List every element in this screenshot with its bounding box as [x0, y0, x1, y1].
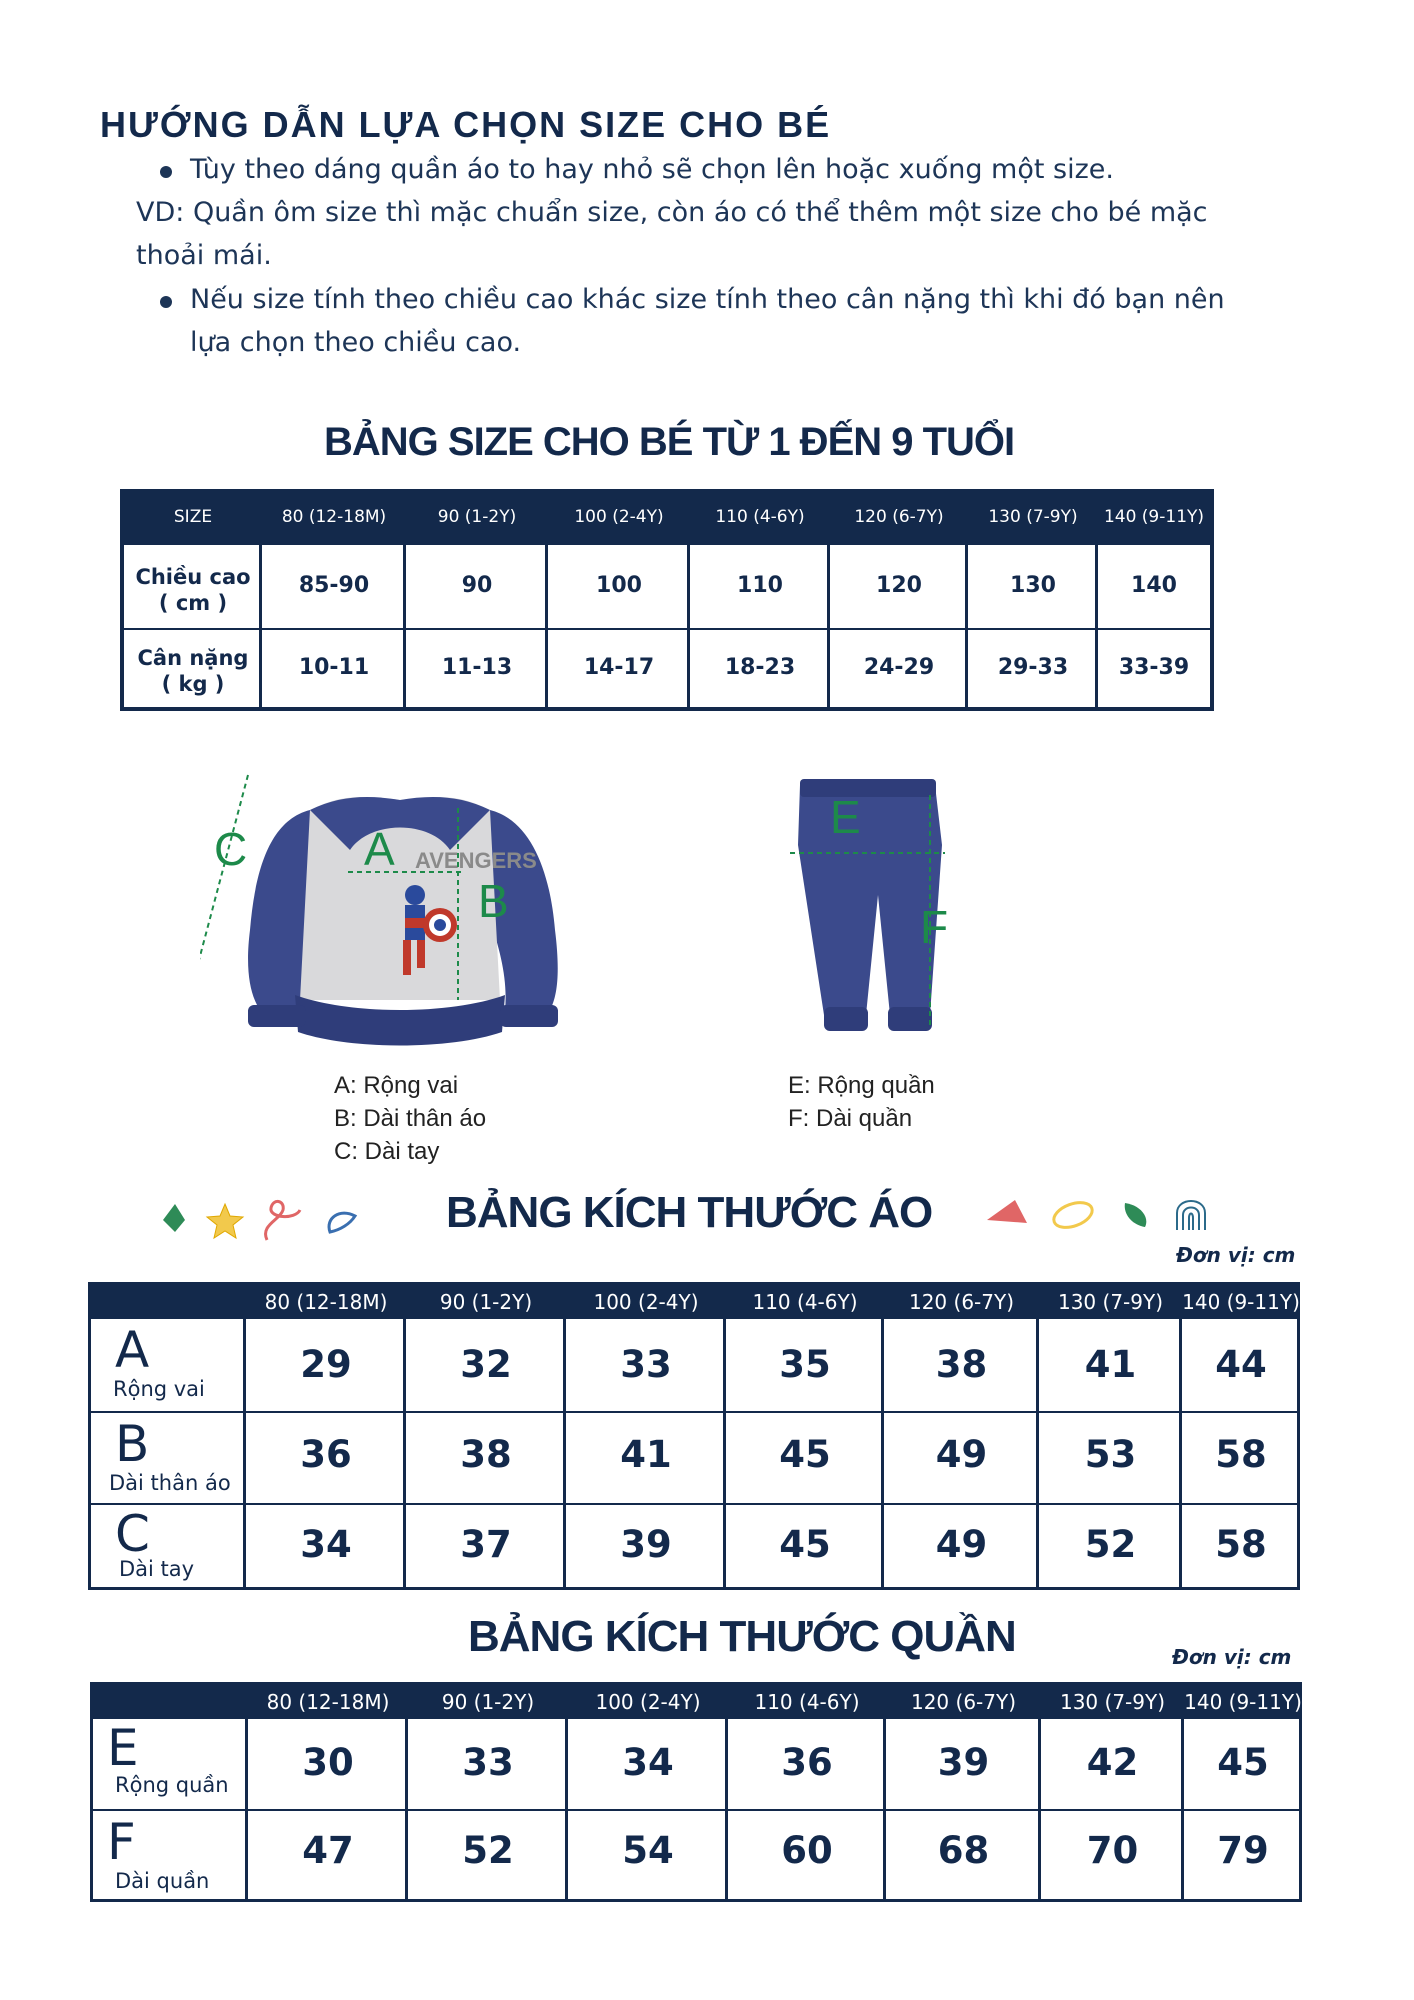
right-cuff: [500, 1005, 558, 1027]
grid-line: [91, 1411, 1297, 1413]
pants-header-cell: 130 (7-9Y): [1059, 1690, 1166, 1714]
height-cell: 120: [876, 573, 922, 598]
right-ankle-cuff: [888, 1007, 932, 1031]
guide-bullet-2-line2: lựa chọn theo chiều cao.: [190, 327, 522, 358]
measure-letter-c: C: [214, 823, 248, 875]
grid-line: [545, 545, 548, 707]
pants-cell: 45: [1217, 1741, 1269, 1784]
pants-cell: 54: [622, 1829, 674, 1872]
row-letter-f: F: [107, 1813, 136, 1871]
shirt-size-table: [88, 1282, 1300, 1590]
shirt-cell: 49: [935, 1433, 988, 1476]
bullet-dot: [160, 296, 172, 308]
shirt-header-cell: 130 (7-9Y): [1057, 1290, 1164, 1314]
row-letter-a: A: [115, 1321, 150, 1379]
legend-item: A: Rộng vai: [334, 1072, 459, 1099]
measure-letter-a: A: [364, 823, 395, 875]
shirt-cell: 49: [935, 1523, 988, 1566]
shirt-cell: 44: [1215, 1343, 1267, 1386]
shirt-hem: [295, 995, 505, 1046]
leaf-doodle-icon: [1125, 1203, 1147, 1227]
height-cell: 140: [1131, 573, 1177, 598]
pants-cell: 68: [937, 1829, 990, 1872]
weight-unit-text: ( kg ): [161, 672, 225, 696]
shirt-cell: 35: [779, 1343, 831, 1386]
size-header-label: SIZE: [173, 507, 213, 527]
pants-header-cell: 120 (6-7Y): [910, 1690, 1017, 1714]
size-header-cell: 90 (1-2Y): [437, 507, 517, 527]
triangle-doodle-icon: [987, 1200, 1027, 1223]
shirt-header-cell: 140 (9-11Y): [1182, 1290, 1300, 1314]
shirt-header-cell: 90 (1-2Y): [439, 1290, 533, 1314]
row-label-a: Rộng vai: [113, 1377, 205, 1401]
guide-title: HƯỚNG DẪN LỰA CHỌN SIZE CHO BÉ: [100, 104, 832, 145]
shirt-table-title: BẢNG KÍCH THƯỚC ÁO: [446, 1188, 933, 1237]
pants-cell: 30: [302, 1741, 354, 1784]
weight-cell: 14-17: [583, 655, 655, 680]
measure-letter-b: B: [478, 875, 509, 927]
pants-legend: [788, 1069, 935, 1135]
measure-letter-f: F: [920, 901, 949, 953]
grid-line: [827, 545, 830, 707]
pants-header-cell: 80 (12-18M): [266, 1690, 390, 1714]
oval-doodle-icon: [1050, 1198, 1095, 1232]
pants-cell: 33: [462, 1741, 514, 1784]
shirt-cell: 29: [300, 1343, 352, 1386]
grid-line: [965, 545, 968, 707]
shirt-header-cell: 120 (6-7Y): [908, 1290, 1015, 1314]
shirt-cell: 32: [460, 1343, 512, 1386]
size-header-cell: 120 (6-7Y): [854, 507, 944, 527]
pants-cell: 34: [622, 1741, 674, 1784]
pants-cell: 70: [1086, 1829, 1139, 1872]
pants-cell: 36: [781, 1741, 833, 1784]
star-doodle-icon: [207, 1204, 243, 1238]
pants-header-cell: 140 (9-11Y): [1184, 1690, 1302, 1714]
shirt-cell: 45: [779, 1523, 831, 1566]
row-letter-e: E: [107, 1719, 139, 1777]
height-cell: 130: [1010, 573, 1056, 598]
left-cuff: [248, 1005, 306, 1027]
height-label: [124, 564, 262, 616]
pants-waistband: [800, 779, 936, 797]
size-header-cell: 100 (2-4Y): [574, 507, 664, 527]
height-cell: 100: [596, 573, 642, 598]
guide-bullet-2-line1: Nếu size tính theo chiều cao khác size tính theo cân nặng thì khi đó bạn nên: [190, 284, 1225, 315]
shirt-cell: 52: [1084, 1523, 1137, 1566]
shirt-cell: 53: [1084, 1433, 1137, 1476]
weight-cell: 10-11: [298, 655, 370, 680]
row-letter-c: C: [115, 1505, 150, 1563]
size-header-cell: 80 (12-18M): [281, 507, 387, 527]
rainbow-doodle-icon: [1177, 1201, 1205, 1230]
pants-header-cell: 90 (1-2Y): [441, 1690, 535, 1714]
doodles-right: [985, 1185, 1225, 1245]
sweatshirt-illustration: [200, 760, 600, 1050]
row-label-c: Dài tay: [119, 1557, 195, 1581]
height-cell: 85-90: [298, 573, 370, 598]
diamond-doodle-icon: [163, 1204, 185, 1232]
weight-cell: 24-29: [863, 655, 935, 680]
shirt-cell: 36: [300, 1433, 352, 1476]
shirt-cell: 33: [620, 1343, 672, 1386]
shirt-cell: 41: [620, 1433, 672, 1476]
legend-item: B: Dài thân áo: [334, 1105, 487, 1132]
shirt-cell: 41: [1084, 1343, 1137, 1386]
shirt-print-text: AVENGERS: [415, 848, 537, 873]
legend-item: F: Dài quần: [788, 1105, 913, 1132]
row-label-f: Dài quần: [115, 1869, 210, 1893]
size-table-title: BẢNG SIZE CHO BÉ TỪ 1 ĐẾN 9 TUỔI: [324, 420, 1015, 464]
shirt-cell: 38: [935, 1343, 988, 1386]
shirt-legend: [334, 1069, 486, 1168]
weight-label-text: Cân nặng: [137, 646, 249, 670]
pants-unit-note: Đơn vị: cm: [1172, 1645, 1292, 1669]
weight-cell: 11-13: [441, 655, 513, 680]
legend-item: E: Rộng quần: [788, 1072, 935, 1099]
grid-line: [93, 1809, 1299, 1811]
size-header-cell: 130 (7-9Y): [988, 507, 1078, 527]
weight-cell: 18-23: [724, 655, 796, 680]
shirt-header-cell: 80 (12-18M): [264, 1290, 388, 1314]
shell-doodle-icon: [329, 1213, 355, 1232]
row-label-b: Dài thân áo: [109, 1471, 231, 1495]
size-header-cell: 140 (9-11Y): [1103, 507, 1205, 527]
doodles-left: [155, 1190, 365, 1250]
height-unit-text: ( cm ): [158, 591, 228, 615]
guide-bullet-1: Tùy theo dáng quần áo to hay nhỏ sẽ chọn lên hoặc xuống một size.: [190, 154, 1114, 185]
guide-example-line1: VD: Quần ôm size thì mặc chuẩn size, còn áo có thể thêm một size cho bé mặc: [136, 197, 1208, 228]
swirl-doodle-icon: [266, 1201, 300, 1240]
pants-cell: 47: [302, 1829, 354, 1872]
shirt-header-cell: 110 (4-6Y): [752, 1290, 858, 1314]
pants-cell: 52: [462, 1829, 514, 1872]
shirt-cell: 39: [620, 1523, 672, 1566]
weight-cell: 29-33: [997, 655, 1069, 680]
pants-table-title: BẢNG KÍCH THƯỚC QUẦN: [468, 1612, 1016, 1661]
height-label-text: Chiều cao: [135, 565, 251, 589]
shirt-header-cell: 100 (2-4Y): [593, 1290, 699, 1314]
row-label-e: Rộng quần: [115, 1773, 229, 1797]
size-header-cell: 110 (4-6Y): [715, 507, 805, 527]
shirt-cell: 45: [779, 1433, 831, 1476]
pants-cell: 42: [1086, 1741, 1139, 1784]
height-cell: 90: [461, 573, 493, 598]
shirt-cell: 58: [1215, 1433, 1267, 1476]
shirt-cell: 34: [300, 1523, 352, 1566]
measure-letter-e: E: [830, 791, 861, 843]
shirt-cell: 38: [460, 1433, 512, 1476]
shirt-cell: 58: [1215, 1523, 1267, 1566]
pants-cell: 79: [1217, 1829, 1269, 1872]
pants-cell: 60: [781, 1829, 833, 1872]
pants-header-cell: 110 (4-6Y): [754, 1690, 860, 1714]
shirt-unit-note: Đơn vị: cm: [1176, 1243, 1296, 1267]
shirt-cell: 37: [460, 1523, 512, 1566]
pants-cell: 39: [937, 1741, 990, 1784]
pants-size-table: [90, 1682, 1302, 1902]
pants-header-cell: 100 (2-4Y): [595, 1690, 701, 1714]
weight-cell: 33-39: [1118, 655, 1190, 680]
guide-example-line2: thoải mái.: [136, 240, 272, 271]
row-letter-b: B: [115, 1415, 150, 1473]
grid-line: [1095, 545, 1098, 707]
left-ankle-cuff: [824, 1007, 868, 1031]
size-table: [120, 489, 1214, 711]
height-cell: 110: [737, 573, 783, 598]
weight-label: [124, 645, 262, 697]
legend-item: C: Dài tay: [334, 1138, 440, 1165]
bullet-dot: [160, 166, 172, 178]
grid-line: [403, 545, 406, 707]
grid-line: [124, 628, 1210, 630]
grid-line: [91, 1503, 1297, 1505]
grid-line: [687, 545, 690, 707]
